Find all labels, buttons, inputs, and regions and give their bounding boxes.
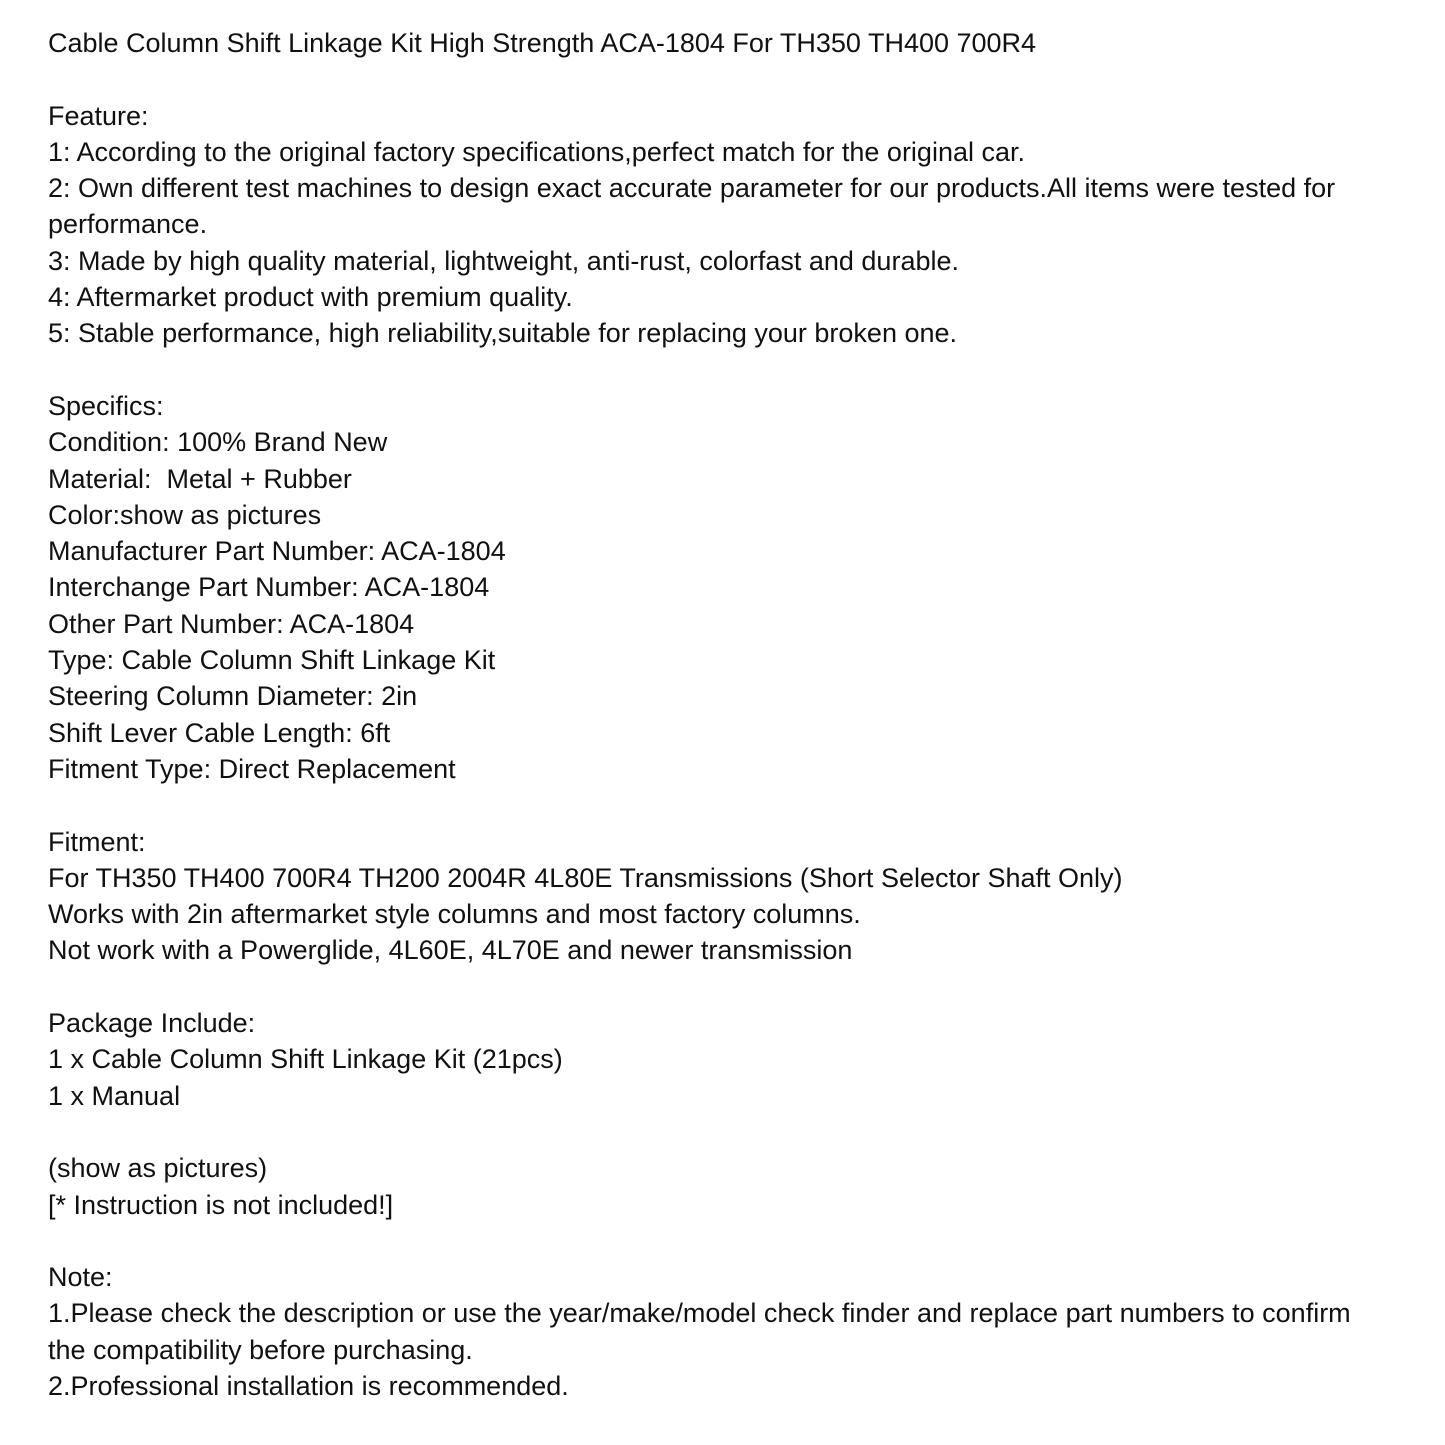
- text-line: Interchange Part Number: ACA-1804: [48, 572, 490, 603]
- text-line: 1 x Manual: [48, 1080, 181, 1111]
- text-line: Specifics:: [48, 390, 164, 421]
- text-line: 1: According to the original factory specifications,perfect match for the original car.: [48, 136, 1025, 167]
- section-package-include: [48, 1005, 1445, 1114]
- text-line: Type: Cable Column Shift Linkage Kit: [48, 645, 496, 676]
- document-sections: [48, 98, 1445, 1405]
- text-line: Color:show as pictures: [48, 499, 322, 530]
- text-line: Other Part Number: ACA-1804: [48, 608, 415, 639]
- text-line: the compatibility before purchasing.: [48, 1334, 473, 1365]
- text-line: 3: Made by high quality material, lightweight, anti-rust, colorfast and durable.: [48, 245, 959, 276]
- text-line: Package Include:: [48, 1008, 256, 1039]
- section-feature: [48, 98, 1445, 352]
- text-line: 1.Please check the description or use the year/make/model check finder and replace part numbers to confirm: [48, 1298, 1351, 1329]
- page-title: Cable Column Shift Linkage Kit High Strength ACA-1804 For TH350 TH400 700R4: [48, 28, 1037, 58]
- text-line: Shift Lever Cable Length: 6ft: [48, 717, 391, 748]
- text-line: For TH350 TH400 700R4 TH200 2004R 4L80E Transmissions (Short Selector Shaft Only): [48, 862, 1123, 893]
- text-line: Material: Metal + Rubber: [48, 463, 352, 494]
- section-specifics: [48, 388, 1445, 787]
- text-line: 4: Aftermarket product with premium quality.: [48, 282, 573, 313]
- text-line: performance.: [48, 209, 208, 240]
- text-line: Fitment Type: Direct Replacement: [48, 753, 456, 784]
- text-line: Fitment:: [48, 826, 146, 857]
- text-line: Manufacturer Part Number: ACA-1804: [48, 536, 506, 567]
- text-line: 5: Stable performance, high reliability,suitable for replacing your broken one.: [48, 318, 958, 349]
- text-line: 2.Professional installation is recommended.: [48, 1370, 569, 1401]
- text-line: [* Instruction is not included!]: [48, 1189, 394, 1220]
- text-line: 1 x Cable Column Shift Linkage Kit (21pcs): [48, 1044, 563, 1075]
- text-line: Feature:: [48, 100, 149, 131]
- text-line: Note:: [48, 1262, 113, 1293]
- section-pictures-note: [48, 1150, 1445, 1223]
- section-note: [48, 1259, 1445, 1404]
- text-line: Condition: 100% Brand New: [48, 427, 388, 458]
- text-line: Not work with a Powerglide, 4L60E, 4L70E and newer transmission: [48, 935, 853, 966]
- text-line: Steering Column Diameter: 2in: [48, 681, 418, 712]
- text-line: 2: Own different test machines to design exact accurate parameter for our products.All items were tested for: [48, 173, 1336, 204]
- text-line: Works with 2in aftermarket style columns and most factory columns.: [48, 899, 861, 930]
- section-fitment: [48, 824, 1445, 969]
- text-line: (show as pictures): [48, 1153, 268, 1184]
